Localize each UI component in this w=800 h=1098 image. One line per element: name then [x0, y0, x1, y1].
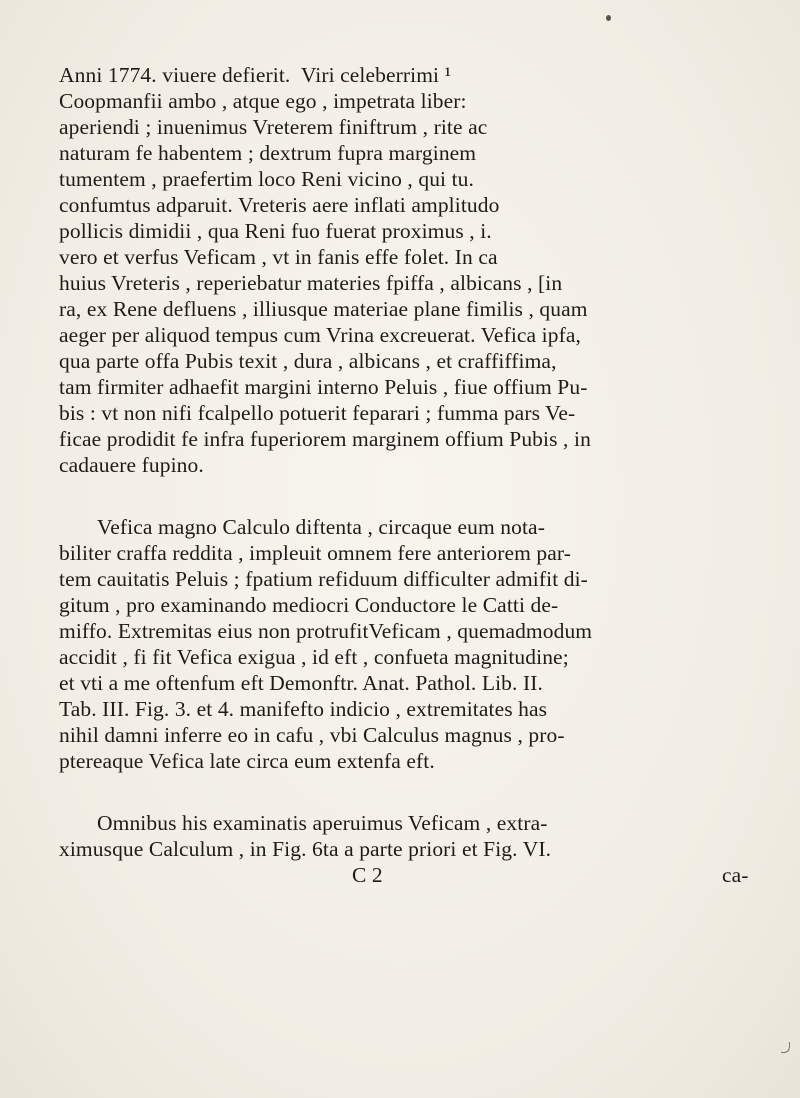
text-line-5: tumentem , praefertim loco Reni vicino , qui tu.: [59, 167, 474, 191]
ink-spot: [606, 15, 611, 21]
text-line-10: ra, ex Rene defluens , illiusque materiae plane fimilis , quam: [59, 297, 588, 321]
text-line-20: gitum , pro examinando mediocri Conductore le Catti de-: [59, 593, 559, 617]
catchword: ca-: [722, 863, 749, 887]
text-line-6: confumtus adparuit. Vreteris aere inflati amplitudo: [59, 193, 500, 217]
text-line-19: tem cauitatis Peluis ; fpatium refiduum difficulter admifit di-: [59, 567, 588, 591]
text-line-3: aperiendi ; inuenimus Vreterem finiftrum , rite ac: [59, 115, 488, 139]
edge-mark: [781, 1042, 790, 1053]
text-line-28: ximusque Calculum , in Fig. 6ta a parte priori et Fig. VI.: [59, 837, 552, 861]
text-line-7: pollicis dimidii , qua Reni fuo fuerat proximus , i.: [59, 219, 492, 243]
text-line-9: huius Vreteris , reperiebatur materies fpiffa , albicans , [in: [59, 271, 563, 295]
text-line-12: qua parte offa Pubis texit , dura , albicans , et craffiffima,: [59, 349, 557, 373]
text-line-13: tam firmiter adhaefit margini interno Peluis , fiue offium Pu-: [59, 375, 588, 399]
text-line-27: Omnibus his examinatis aperuimus Veficam , extra-: [97, 811, 548, 835]
text-line-21: miffo. Extremitas eius non protrufitVeficam , quemadmodum: [59, 619, 593, 643]
text-line-14: bis : vt non nifi fcalpello potuerit feparari ; fumma pars Ve-: [59, 401, 576, 425]
text-line-23: et vti a me oftenfum eft Demonftr. Anat. Pathol. Lib. II.: [59, 671, 543, 695]
text-line-25: nihil damni inferre eo in cafu , vbi Calculus magnus , pro-: [59, 723, 565, 747]
text-line-4: naturam fe habentem ; dextrum fupra marginem: [59, 141, 477, 165]
text-line-17: Vefica magno Calculo diftenta , circaque eum nota-: [97, 515, 545, 539]
text-line-2: Coopmanfii ambo , atque ego , impetrata liber:: [59, 89, 467, 113]
text-line-15: ficae prodidit fe infra fuperiorem marginem offium Pubis , in: [59, 427, 591, 451]
text-line-1: Anni 1774. viuere defierit. Viri celeberrimi ¹: [59, 63, 452, 87]
text-line-8: vero et verfus Veficam , vt in fanis effe folet. In ca: [59, 245, 498, 269]
text-line-24: Tab. III. Fig. 3. et 4. manifefto indicio , extremitates has: [59, 697, 548, 721]
text-line-26: ptereaque Vefica late circa eum extenfa eft.: [59, 749, 435, 773]
text-line-11: aeger per aliquod tempus cum Vrina excreuerat. Vefica ipfa,: [59, 323, 581, 347]
text-line-16: cadauere fupino.: [59, 453, 204, 477]
text-line-18: biliter craffa reddita , impleuit omnem fere anteriorem par-: [59, 541, 571, 565]
text-line-22: accidit , fi fit Vefica exigua , id eft , confueta magnitudine;: [59, 645, 569, 669]
signature-mark: C 2: [352, 863, 383, 887]
